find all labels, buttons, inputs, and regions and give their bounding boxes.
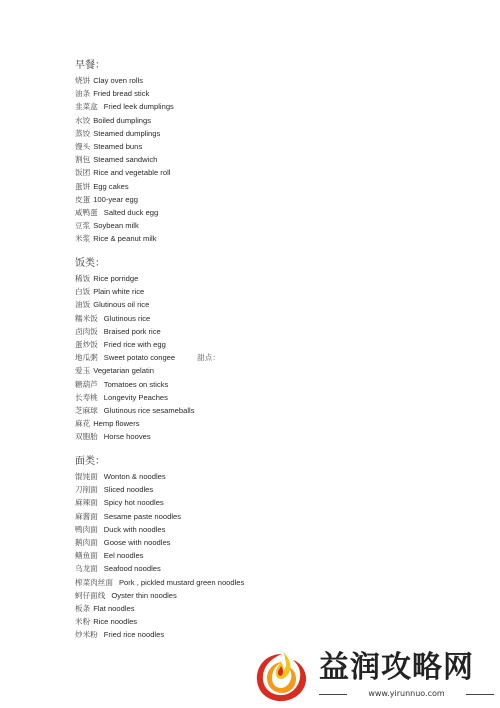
english-name: Rice noodles	[93, 617, 138, 627]
menu-item-row	[75, 364, 475, 377]
chinese-name: 鳝鱼面	[75, 551, 98, 561]
menu-item-row	[75, 206, 475, 219]
chinese-name: 韭菜盒	[75, 102, 98, 112]
english-name: Soybean milk	[93, 221, 139, 231]
chinese-name: 双胞胎	[75, 432, 98, 442]
menu-item-row	[75, 628, 475, 641]
menu-item-row	[75, 140, 475, 153]
watermark-url: www.yirunnuo.com	[368, 689, 445, 698]
menu-item-row	[75, 378, 475, 391]
menu-item-row	[75, 602, 475, 615]
english-name: Steamed dumplings	[93, 128, 161, 138]
section-rice	[75, 256, 475, 443]
menu-item-row	[75, 285, 475, 298]
watermark-divider-right	[466, 694, 494, 695]
chinese-name: 鸭肉面	[75, 524, 98, 534]
chinese-name: 米粉	[75, 617, 91, 627]
english-name: Clay oven rolls	[93, 76, 143, 85]
chinese-name: 麻花	[75, 419, 91, 429]
menu-item-row	[75, 153, 475, 166]
menu-item-row	[75, 100, 475, 113]
chinese-name: 爱玉	[75, 366, 91, 376]
menu-item-row	[75, 312, 475, 325]
english-name: Plain white rice	[93, 287, 145, 297]
chinese-name: 刀削面	[75, 485, 98, 495]
menu-item-row	[75, 391, 475, 404]
english-name: Tomatoes on sticks	[103, 379, 169, 389]
menu-item-row	[75, 470, 475, 483]
flame-brand-logo-icon	[252, 648, 312, 704]
section-heading: 早餐：	[75, 60, 105, 71]
menu-item-row	[75, 127, 475, 140]
menu-item-row	[75, 298, 475, 311]
english-name: Rice and vegetable roll	[93, 168, 171, 178]
english-name: Fried rice with egg	[103, 339, 166, 349]
watermark	[252, 648, 497, 704]
english-name: Eel noodles	[103, 551, 144, 561]
chinese-name: 卤肉饭	[75, 326, 98, 336]
menu-item-row	[75, 510, 475, 523]
chinese-name: 烧饼	[75, 76, 91, 85]
side-note: 甜点：	[197, 353, 220, 363]
menu-item-row	[75, 219, 475, 232]
chinese-name: 豆浆	[75, 221, 91, 231]
chinese-name: 米浆	[75, 234, 91, 244]
chinese-name: 榨菜肉丝面	[75, 577, 113, 587]
english-name: Fried bread stick	[93, 89, 150, 99]
english-name: Rice & peanut milk	[93, 234, 157, 244]
chinese-name: 地瓜粥	[75, 353, 98, 363]
english-name: Egg cakes	[93, 181, 129, 191]
chinese-name: 乌龙面	[75, 564, 98, 574]
section-heading: 面类：	[75, 456, 105, 467]
english-name: Pork , pickled mustard green noodles	[118, 577, 245, 587]
chinese-name: 馒头	[75, 141, 91, 151]
english-name: Glutinous oil rice	[93, 300, 150, 310]
watermark-title: 益润攻略网	[319, 650, 474, 685]
menu-item-row	[75, 523, 475, 536]
chinese-name: 咸鸭蛋	[75, 207, 98, 217]
chinese-name: 白饭	[75, 287, 91, 297]
menu-item-row	[75, 483, 475, 496]
menu-item-row	[75, 404, 475, 417]
chinese-name: 稀饭	[75, 274, 91, 283]
menu-item-row	[75, 589, 475, 602]
section-noodles	[75, 454, 475, 641]
english-name: Seafood noodles	[103, 564, 161, 574]
menu-item-row	[75, 430, 475, 443]
chinese-name: 割包	[75, 155, 91, 165]
menu-item-row	[75, 180, 475, 193]
menu-item-row	[75, 576, 475, 589]
english-name: 100-year egg	[93, 194, 138, 204]
menu-item-row	[75, 615, 475, 628]
menu-item-row	[75, 232, 475, 245]
chinese-name: 蚵仔面线	[75, 590, 106, 600]
menu-item-row	[75, 351, 475, 364]
menu-item-row	[75, 338, 475, 351]
menu-item-row	[75, 325, 475, 338]
english-name: Goose with noodles	[103, 537, 171, 547]
chinese-name: 油饭	[75, 300, 91, 310]
chinese-name: 鹅肉面	[75, 537, 98, 547]
menu-item-row	[75, 87, 475, 100]
menu-item-row	[75, 166, 475, 179]
menu-item-row	[75, 74, 475, 87]
menu-item-row	[75, 562, 475, 575]
chinese-name: 馄饨面	[75, 472, 98, 481]
chinese-name: 糖葫芦	[75, 379, 98, 389]
english-name: Steamed sandwich	[93, 155, 158, 165]
section-breakfast	[75, 58, 475, 245]
menu-item-row	[75, 114, 475, 127]
english-name: Oyster thin noodles	[111, 590, 177, 600]
chinese-name: 水饺	[75, 115, 91, 125]
menu-item-row	[75, 272, 475, 285]
chinese-name: 板条	[75, 603, 91, 613]
english-name: Vegetarian gelatin	[93, 366, 154, 376]
chinese-name: 麻酱面	[75, 511, 98, 521]
menu-item-row	[75, 496, 475, 509]
chinese-name: 长寿桃	[75, 392, 98, 402]
chinese-name: 蛋炒饭	[75, 339, 98, 349]
english-name: Sliced noodles	[103, 485, 154, 495]
english-name: Glutinous rice sesameballs	[103, 405, 195, 415]
menu-item-row	[75, 417, 475, 430]
english-name: Salted duck egg	[103, 207, 159, 217]
english-name: Duck with noodles	[103, 524, 166, 534]
chinese-name: 皮蛋	[75, 194, 91, 204]
chinese-name: 芝麻球	[75, 405, 98, 415]
section-heading: 饭类：	[75, 258, 105, 269]
chinese-name: 油条	[75, 89, 91, 99]
chinese-name: 饭团	[75, 168, 91, 178]
english-name: Steamed buns	[93, 141, 143, 151]
english-name: Fried rice noodles	[103, 630, 165, 640]
english-name: Sweet potato congee	[103, 353, 176, 363]
english-name: Sesame paste noodles	[103, 511, 182, 521]
english-name: Horse hooves	[103, 432, 151, 442]
english-name: Longevity Peaches	[103, 392, 168, 402]
english-name: Fried leek dumplings	[103, 102, 174, 112]
chinese-name: 糯米饭	[75, 313, 98, 323]
menu-item-row	[75, 536, 475, 549]
chinese-name: 蛋饼	[75, 181, 91, 191]
menu-item-row	[75, 193, 475, 206]
english-name: Glutinous rice	[103, 313, 151, 323]
english-name: Hemp flowers	[93, 419, 140, 429]
chinese-name: 蒸饺	[75, 128, 91, 138]
english-name: Wonton & noodles	[103, 472, 166, 481]
english-name: Boiled dumplings	[93, 115, 152, 125]
menu-item-row	[75, 549, 475, 562]
english-name: Flat noodles	[93, 603, 135, 613]
chinese-name: 炒米粉	[75, 630, 98, 640]
english-name: Spicy hot noodles	[103, 498, 164, 508]
english-name: Braised pork rice	[103, 326, 161, 336]
english-name: Rice porridge	[93, 274, 139, 283]
chinese-name: 麻辣面	[75, 498, 98, 508]
